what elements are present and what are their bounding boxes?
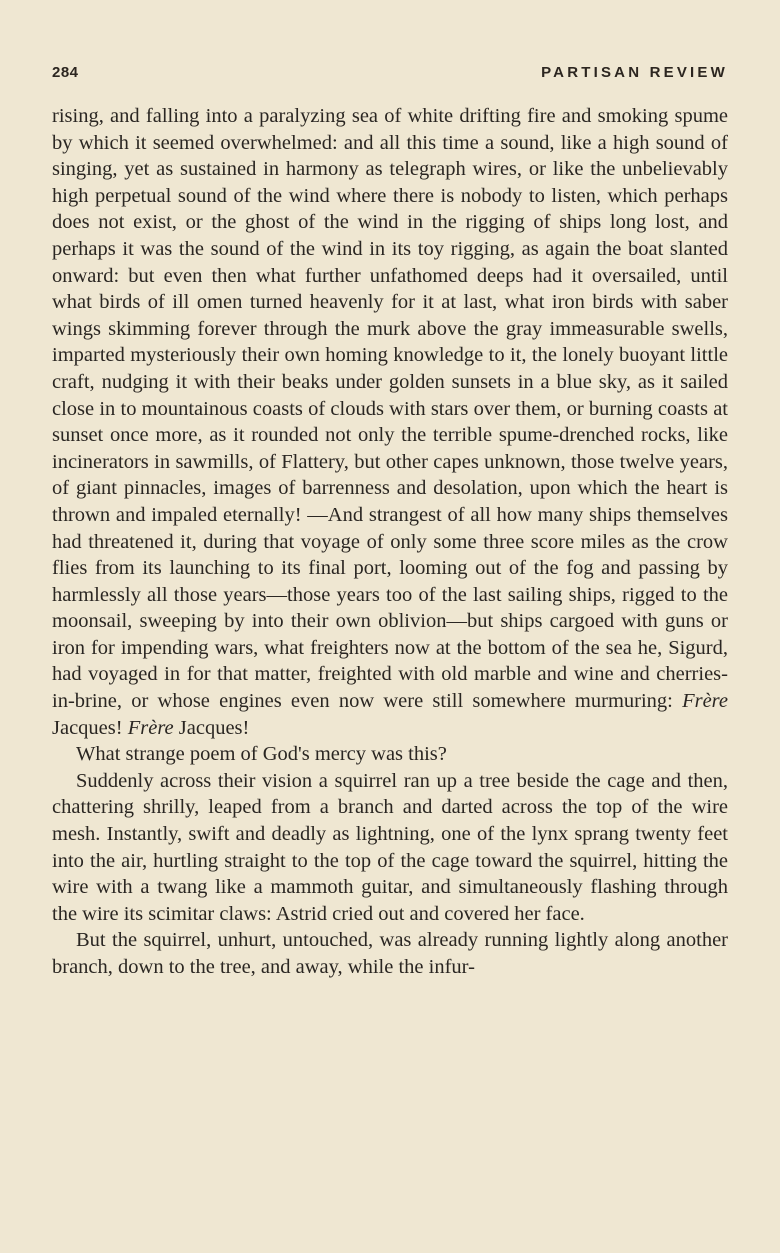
page-body <box>52 103 728 981</box>
jacques-text-2: Jacques! <box>173 716 250 739</box>
paragraph-continued <box>52 103 728 741</box>
italic-frere-2: Frère <box>127 716 174 739</box>
paragraph: What strange poem of God's mercy was this? <box>76 743 447 766</box>
jacques-text-1: Jacques! <box>52 716 128 739</box>
paragraph-text: rising, and falling into a paralyzing sea of white drifting fire and smoking spume by which it seemed overwhelmed: and all this time a sound, like a high sound of singing, yet as sustained in harmony as telegraph wires, or like the unbelievably high perpetual sound of the wind where there is nobody to listen, which perhaps does not exist, or the ghost of the wind in the rigging of ships long lost, and perhaps it was the sound of the wind in its toy rigging, as again the boat slanted onward: but even then what further unfathomed deeps had it oversailed, until what birds of ill omen turned heavenly for it at last, what iron birds with saber wings skimming forever through the murk above the gray immeasurable swells, imparted mysteriously their own homing knowledge to it, the lonely buoyant little craft, nudging it with their beaks under golden sunsets in a blue sky, as it sailed close in to mountainous coasts of clouds with stars over them, or burning coasts at sunset once more, as it rounded not only the terrible spume-drenched rocks, like incinerators in sawmills, of Flattery, but other capes unknown, those twelve years, of giant pinnacles, images of barrenness and desolation, upon which the heart is thrown and impaled eternally! —And strangest of all how many ships themselves had threatened it, during that voyage of only some three score miles as the crow flies from its launching to its final port, looming out of the fog and passing by harmlessly all those years—those years too of the last sailing ships, rigged to the moonsail, sweeping by into their own oblivion—but ships cargoed with guns or iron for impending wars, what freighters now at the bottom of the sea he, Sigurd, had voyaged in for that matter, freighted with old marble and wine and cherries-in-brine, or whose engines even now were still somewhere murmuring: <box>52 105 728 713</box>
paragraph: Suddenly across their vision a squirrel ran up a tree beside the cage and then, chattering shrilly, leaped from a branch and darted across the top of the wire mesh. Instantly, swift and deadly as lightning, one of the lynx sprang twenty feet into the air, hurtling straight to the top of the cage toward the squirrel, hitting the wire with a twang like a mammoth guitar, and simultaneously flashing through the wire its scimitar claws: Astrid cried out and covered her face. <box>52 769 728 925</box>
running-head: PARTISAN REVIEW <box>541 64 728 81</box>
page-number: 284 <box>52 64 79 81</box>
paragraph: But the squirrel, unhurt, untouched, was already running lightly along another branch, down to the tree, and away, while the infur- <box>52 929 728 978</box>
italic-frere-1: Frère <box>682 690 728 713</box>
page-header <box>52 64 728 94</box>
